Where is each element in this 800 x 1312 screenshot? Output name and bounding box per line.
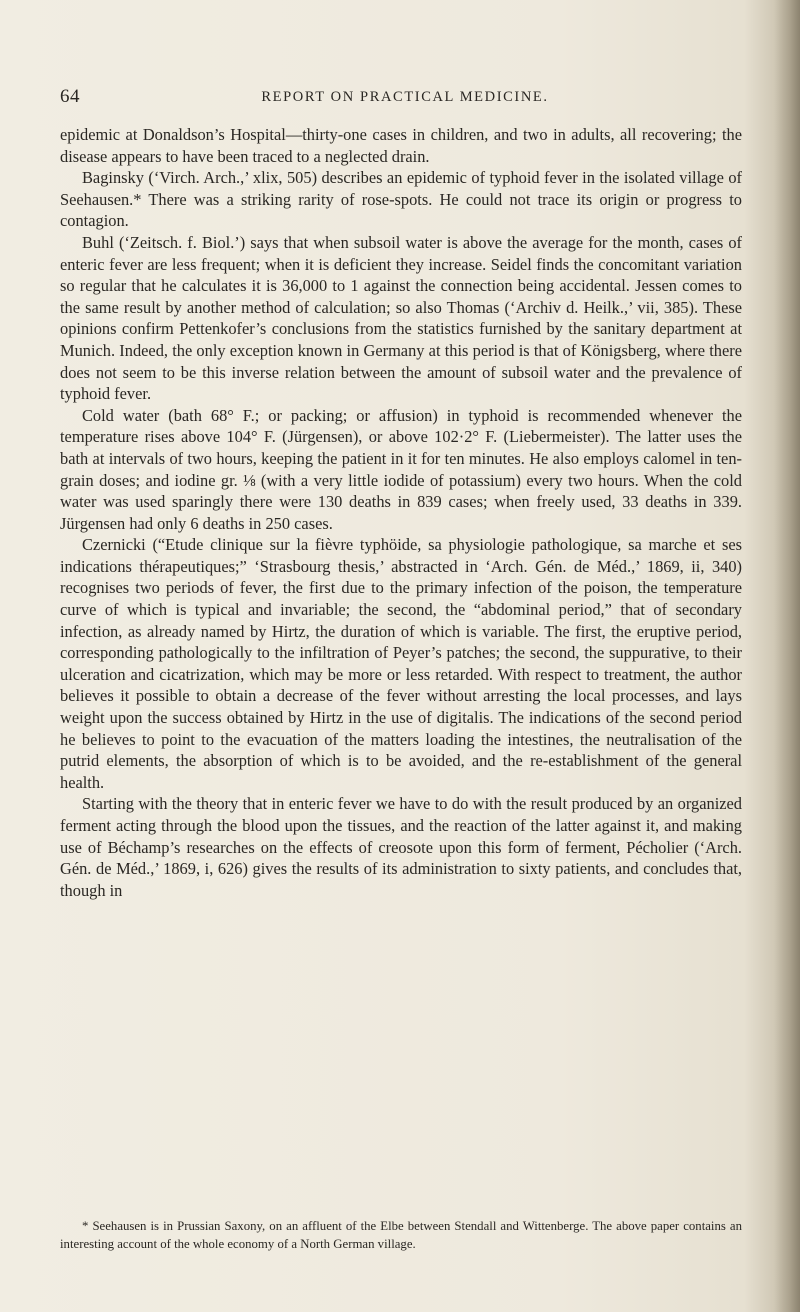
running-head: REPORT ON PRACTICAL MEDICINE.: [261, 89, 549, 105]
paragraph-baginsky: Baginsky (‘Virch. Arch.,’ xlix, 505) describes an epidemic of typhoid fever in the isolated village of Seehausen.* There was a striking rarity of rose-spots. He could not trace its origin or progress to contagion.: [60, 168, 742, 231]
page-number: 64: [60, 86, 80, 107]
paragraph-czernicki: Czernicki (“Etude clinique sur la fièvre typhöide, sa physiologie pathologique, sa marche et ses indications thérapeutiques;” ‘Strasbourg thesis,’ abstracted in ‘Arch. Gén. de Méd.,’ 1869, ii, 340) recognises two periods of fever, the first due to the primary infection of the poison, the temperature curve of which is typical and invariable; the second, the “abdominal period,” that of secondary infection, as already named by Hirtz, the duration of which is variable. The first, the eruptive period, corresponding pathologically to the infiltration of Peyer’s patches; the second, the suppurative, to their ulceration and cicatrization, which may be more or less retarded. With respect to treatment, the author believes it possible to obtain a decrease of the fever without arresting the local processes, and lays weight upon the success obtained by Hirtz in the use of digitalis. The indications of the second period he believes to point to the evacuation of the matters loading the intestines, the neutralisation of the putrid elements, the absorption of which is to be avoided, and the re-establishment of the general health.: [60, 535, 742, 792]
footnote: * Seehausen is in Prussian Saxony, on an affluent of the Elbe between Stendall and Wittenberge. The above paper contains an interesting account of the whole economy of a North German village.: [60, 1219, 742, 1251]
paragraph-pecholier: Starting with the theory that in enteric fever we have to do with the result produced by an organized ferment acting through the blood upon the tissues, and the reaction of the latter against it, and making use of Béchamp’s researches on the effects of creosote upon this form of ferment, Pécholier (‘Arch. Gén. de Méd.,’ 1869, i, 626) gives the results of its administration to sixty patients, and concludes that, though in: [60, 794, 742, 900]
body-text: [60, 124, 742, 901]
page-header: [60, 86, 750, 110]
paragraph-cold-water: Cold water (bath 68° F.; or packing; or affusion) in typhoid is recommended whenever the temperature rises above 104° F. (Jürgensen), or above 102·2° F. (Liebermeister). The latter uses the bath at intervals of two hours, keeping the patient in it for ten minutes. He also employs calomel in ten-grain doses; and iodine gr. ⅛ (with a very little iodide of potassium) every two hours. When the cold water was used sparingly there were 130 deaths in 839 cases; when freely used, 33 deaths in 339. Jürgensen had only 6 deaths in 250 cases.: [60, 405, 742, 533]
page-edge-shadow: [774, 0, 800, 1312]
paragraph-buhl: Buhl (‘Zeitsch. f. Biol.’) says that when subsoil water is above the average for the month, cases of enteric fever are less frequent; when it is deficient they increase. Seidel finds the concomitant variation so regular that he calculates it is 36,000 to 1 against the connection being accidental. Jessen comes to the same result by another method of calculation; so also Thomas (‘Archiv d. Heilk.,’ vii, 385). These opinions confirm Pettenkofer’s conclusions from the statistics furnished by the sanitary department at Munich. Indeed, the only exception known in Germany at this period is that of Königsberg, where there does not seem to be this inverse relation between the amount of subsoil water and the prevalence of typhoid fever.: [60, 232, 742, 404]
paragraph-continued: epidemic at Donaldson’s Hospital—thirty-one cases in children, and two in adults, all recovering; the disease appears to have been traced to a neglected drain.: [60, 125, 742, 166]
